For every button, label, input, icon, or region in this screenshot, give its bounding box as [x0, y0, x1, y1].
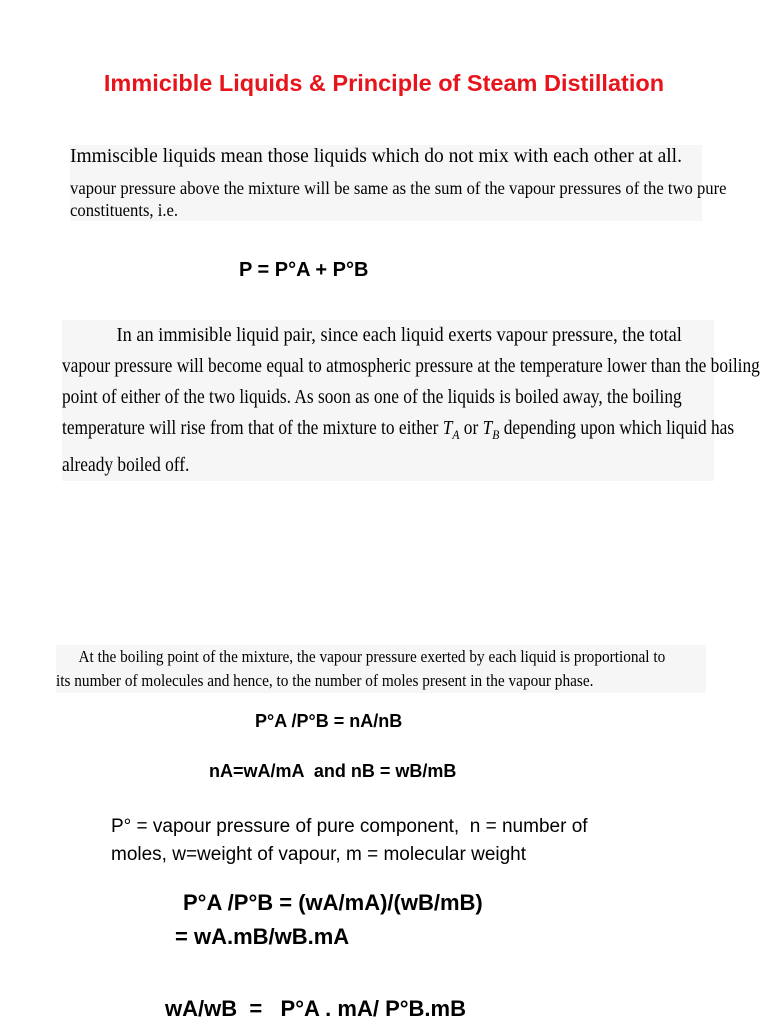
equation-final: wA/wB = P°A . mA/ P°B.mB — [165, 996, 466, 1021]
equation-simplified: = wA.mB/wB.mA — [175, 924, 350, 949]
definition-line: P° = vapour pressure of pure component, n = number of — [111, 816, 588, 837]
definition-line: vapour pressure above the mixture will be same as the sum of the vapour pressures of the two pure — [70, 178, 727, 198]
definition-paragraph — [70, 145, 727, 221]
paragraph-line: its number of molecules and hence, to the number of moles present in the vapour phase. — [56, 671, 594, 690]
temp-b-subscript: B — [492, 426, 500, 442]
temp-b-symbol: T — [482, 418, 493, 439]
paragraph-text: or — [459, 418, 483, 439]
equation-weight-ratio: P°A /P°B = (wA/mA)/(wB/mB) — [183, 890, 483, 915]
paragraph-line — [62, 413, 735, 450]
paragraph-line: At the boiling point of the mixture, the vapour pressure exerted by each liquid is proportional to — [78, 647, 666, 666]
paragraph-line: already boiled off. — [62, 454, 190, 476]
page-title: Immicible Liquids & Principle of Steam Distillation — [103, 70, 665, 96]
symbol-definitions — [111, 813, 731, 869]
proportion-paragraph — [56, 645, 706, 693]
temp-a-symbol: T — [442, 418, 453, 439]
definition-line: moles, w=weight of vapour, m = molecular weight — [111, 844, 527, 865]
temp-a-subscript: A — [452, 426, 460, 442]
definition-line: constituents, i.e. — [70, 200, 179, 220]
boiling-paragraph — [62, 320, 760, 481]
equation-mole-ratio: P°A /P°B = nA/nB — [255, 711, 403, 731]
equation-moles: nA=wA/mA and nB = wB/mB — [209, 761, 457, 781]
definition-line: Immiscible liquids mean those liquids which do not mix with each other at all. — [70, 146, 682, 167]
paragraph-text: temperature will rise from that of the mixture to either — [62, 418, 443, 439]
equation-total-pressure: P = P°A + P°B — [239, 259, 369, 281]
paragraph-line: vapour pressure will become equal to atmospheric pressure at the temperature lower than the boiling — [62, 356, 760, 377]
paragraph-text: depending upon which liquid has — [499, 418, 735, 439]
paragraph-line: point of either of the two liquids. As soon as one of the liquids is boiled away, the boiling — [62, 387, 682, 408]
paragraph-line: In an immisible liquid pair, since each liquid exerts vapour pressure, the total — [116, 325, 682, 346]
